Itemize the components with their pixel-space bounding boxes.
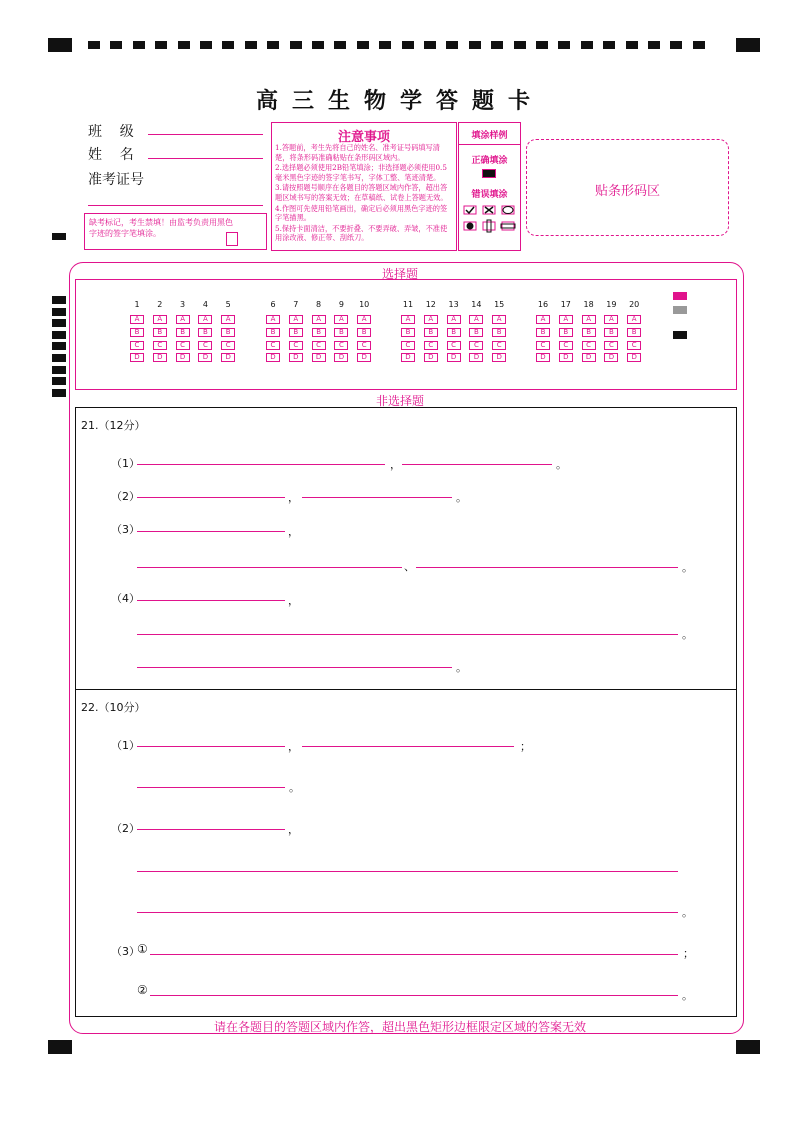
timing-mark	[379, 41, 391, 49]
answer-bubble-c[interactable]: C	[604, 341, 618, 350]
fill-sample-box	[458, 122, 521, 251]
corner-mark-top-right	[736, 38, 760, 52]
question-number: 6	[270, 300, 276, 309]
timing-mark	[536, 41, 548, 49]
answer-bubble-c[interactable]: C	[627, 341, 641, 350]
timing-mark	[648, 41, 660, 49]
class-field[interactable]	[148, 134, 263, 135]
comma: ，	[288, 740, 299, 753]
q22-part3-circle1: ①	[137, 942, 148, 956]
q21-part2-blank2[interactable]	[302, 497, 452, 498]
answer-bubble-b[interactable]: B	[424, 328, 438, 337]
q22-part1-label: （1）	[111, 739, 140, 752]
notice-item: 2.选择题必须使用2B铅笔填涂；非选择题必须使用0.5毫米黑色字迹的签字笔书写，字体工整、笔迹清楚。	[275, 163, 447, 182]
answer-bubble-b[interactable]: B	[627, 328, 641, 337]
answer-bubble-a[interactable]: A	[536, 315, 550, 324]
timing-mark	[110, 41, 122, 49]
q21-part4-blank1[interactable]	[137, 600, 285, 601]
timing-mark	[312, 41, 324, 49]
q22-part2-blank2[interactable]	[137, 871, 678, 872]
answer-bubble-d[interactable]: D	[334, 353, 348, 362]
answer-bubble-d[interactable]: D	[627, 353, 641, 362]
timing-mark	[558, 41, 570, 49]
timing-mark	[222, 41, 234, 49]
timing-mark	[670, 41, 682, 49]
answer-bubble-c[interactable]: C	[289, 341, 303, 350]
answer-bubble-d[interactable]: D	[198, 353, 212, 362]
question-number: 5	[225, 300, 231, 309]
timing-mark	[52, 377, 66, 385]
side-mark-left-upper	[52, 233, 66, 240]
semicolon: ；	[520, 740, 531, 753]
answer-bubble-a[interactable]: A	[424, 315, 438, 324]
timing-mark	[469, 41, 481, 49]
question-number: 1	[134, 300, 140, 309]
answer-bubble-a[interactable]: A	[176, 315, 190, 324]
answer-bubble-c[interactable]: C	[559, 341, 573, 350]
corner-mark-top-left	[48, 38, 72, 52]
answer-bubble-b[interactable]: B	[559, 328, 573, 337]
answer-bubble-b[interactable]: B	[289, 328, 303, 337]
timing-mark	[88, 41, 100, 49]
period: 。	[682, 989, 693, 1002]
question-number: 2	[157, 300, 163, 309]
q22-part3-blank2[interactable]	[150, 995, 678, 996]
wrong-sample-dot	[464, 222, 476, 230]
timing-mark	[245, 41, 257, 49]
answer-bubble-d[interactable]: D	[221, 353, 235, 362]
answer-bubble-b[interactable]: B	[357, 328, 371, 337]
answer-bubble-d[interactable]: D	[289, 353, 303, 362]
wrong-sample-check	[464, 206, 476, 214]
q21-part3-blank3[interactable]	[416, 567, 678, 568]
wrong-sample-line	[501, 222, 515, 230]
notice-title: 注意事项	[337, 130, 390, 145]
answer-bubble-b[interactable]: B	[130, 328, 144, 337]
absent-note-text: 缺考标记，考生禁填！由监考负责用黑色字迹的签字笔填涂。	[89, 218, 233, 238]
period: 。	[456, 661, 467, 674]
q21-part3-blank2[interactable]	[137, 567, 402, 568]
answer-bubble-b[interactable]: B	[582, 328, 596, 337]
answer-bubble-c[interactable]: C	[334, 341, 348, 350]
q21-part1-label: （1）	[111, 457, 140, 470]
question-number: 10	[359, 300, 370, 309]
answer-bubble-d[interactable]: D	[536, 353, 550, 362]
question-number: 17	[560, 300, 571, 309]
q21-part2-blank1[interactable]	[137, 497, 285, 498]
answer-bubble-d[interactable]: D	[582, 353, 596, 362]
semicolon: ；	[683, 947, 694, 960]
answer-bubble-c[interactable]: C	[130, 341, 144, 350]
timing-mark	[52, 342, 66, 350]
timing-mark	[290, 41, 302, 49]
answer-bubble-d[interactable]: D	[312, 353, 326, 362]
q22-part2-blank1[interactable]	[137, 829, 285, 830]
question-number: 9	[338, 300, 344, 309]
corner-mark-bottom-right	[736, 1040, 760, 1054]
name-label: 姓 名	[88, 147, 134, 163]
question-number: 7	[293, 300, 299, 309]
answer-bubble-a[interactable]: A	[198, 315, 212, 324]
choice-section-title: 选择题	[381, 267, 418, 281]
timing-mark	[491, 41, 503, 49]
answer-bubble-d[interactable]: D	[604, 353, 618, 362]
timing-mark	[357, 41, 369, 49]
wrong-sample-cross	[483, 206, 495, 214]
answer-bubble-d[interactable]: D	[424, 353, 438, 362]
q21-part4-blank2[interactable]	[137, 634, 678, 635]
q22-part3-label: （3）	[111, 945, 140, 958]
exam-id-label: 准考证号	[88, 172, 144, 188]
timing-mark	[603, 41, 615, 49]
class-label: 班 级	[88, 124, 134, 140]
q22-part2-blank3[interactable]	[137, 912, 678, 913]
question-number: 20	[629, 300, 640, 309]
answer-bubble-a[interactable]: A	[266, 315, 280, 324]
question-number: 18	[583, 300, 594, 309]
answer-bubble-c[interactable]: C	[221, 341, 235, 350]
q21-header: 21.（12分）	[81, 419, 146, 432]
wrong-fill-samples	[463, 205, 519, 235]
answer-bubble-a[interactable]: A	[221, 315, 235, 324]
answer-bubble-b[interactable]: B	[401, 328, 415, 337]
q22-part2-label: （2）	[111, 822, 140, 835]
answer-bubble-b[interactable]: B	[447, 328, 461, 337]
answer-bubble-c[interactable]: C	[492, 341, 506, 350]
answer-bubble-a[interactable]: A	[289, 315, 303, 324]
answer-bubble-a[interactable]: A	[447, 315, 461, 324]
q22-part3-blank1[interactable]	[150, 954, 678, 955]
timing-mark	[52, 366, 66, 374]
answer-bubble-c[interactable]: C	[198, 341, 212, 350]
answer-bubble-c[interactable]: C	[153, 341, 167, 350]
absent-note-box	[84, 213, 267, 250]
question-number: 15	[494, 300, 505, 309]
q21-part2-label: （2）	[111, 490, 140, 503]
answer-bubble-b[interactable]: B	[492, 328, 506, 337]
timing-mark	[402, 41, 414, 49]
barcode-label: 贴条形码区	[594, 184, 660, 199]
answer-bubble-d[interactable]: D	[401, 353, 415, 362]
timing-mark	[424, 41, 436, 49]
answer-bubble-c[interactable]: C	[582, 341, 596, 350]
answer-bubble-c[interactable]: C	[266, 341, 280, 350]
notice-list	[275, 143, 451, 243]
comma: ，	[390, 458, 401, 471]
question-number: 19	[606, 300, 617, 309]
non-choice-box	[75, 407, 737, 1017]
answer-bubble-d[interactable]: D	[447, 353, 461, 362]
answer-bubble-a[interactable]: A	[604, 315, 618, 324]
answer-bubble-c[interactable]: C	[401, 341, 415, 350]
answer-bubble-a[interactable]: A	[312, 315, 326, 324]
q21-part4-label: （4）	[111, 592, 140, 605]
answer-bubble-c[interactable]: C	[176, 341, 190, 350]
answer-bubble-d[interactable]: D	[357, 353, 371, 362]
exam-id-field[interactable]	[88, 205, 263, 206]
answer-bubble-a[interactable]: A	[559, 315, 573, 324]
fill-sample-title: 填涂样例	[471, 131, 508, 141]
footer-note: 请在各题目的答题区域内作答，超出黑色矩形边框限定区域的答案无效	[213, 1020, 586, 1034]
mark-swatch-gray	[673, 306, 687, 314]
period: 。	[682, 561, 693, 574]
q21-part3-label: （3）	[111, 523, 140, 536]
answer-bubble-c[interactable]: C	[312, 341, 326, 350]
timing-mark	[267, 41, 279, 49]
answer-bubble-a[interactable]: A	[469, 315, 483, 324]
answer-bubble-a[interactable]: A	[492, 315, 506, 324]
q21-part1-blank1[interactable]	[137, 464, 385, 465]
name-field[interactable]	[148, 158, 263, 159]
q22-header: 22.（10分）	[81, 701, 146, 714]
answer-bubble-c[interactable]: C	[424, 341, 438, 350]
correct-fill-label: 正确填涂	[471, 156, 508, 166]
period: 。	[682, 628, 693, 641]
question-number: 11	[402, 300, 414, 309]
non-choice-section-title: 非选择题	[375, 394, 424, 408]
page-title: 高三生物学答题卡	[255, 89, 544, 114]
comma: ，	[288, 491, 299, 504]
answer-bubble-a[interactable]: A	[401, 315, 415, 324]
question-number: 12	[425, 300, 436, 309]
timing-mark	[178, 41, 190, 49]
barcode-area	[526, 139, 729, 236]
answer-bubble-b[interactable]: B	[334, 328, 348, 337]
q21-part1-blank2[interactable]	[402, 464, 552, 465]
correct-fill-sample	[482, 169, 496, 178]
answer-bubble-d[interactable]: D	[266, 353, 280, 362]
question-number: 14	[471, 300, 482, 309]
answer-bubble-d[interactable]: D	[492, 353, 506, 362]
dunhao: 、	[404, 560, 415, 573]
notice-item: 4.作图可先使用铅笔画出，确定后必须用黑色字迹的签字笔描黑。	[275, 203, 448, 223]
timing-mark	[52, 331, 66, 339]
comma: ，	[288, 823, 299, 836]
notice-box	[271, 122, 457, 251]
question-number: 8	[316, 300, 322, 309]
notice-item: 3.请按照题号顺序在各题目的答题区域内作答，超出答题区域书写的答案无效；在草稿纸、试卷上答题无效。	[275, 183, 448, 202]
timing-mark	[514, 41, 526, 49]
timing-mark	[200, 41, 212, 49]
answer-bubble-b[interactable]: B	[266, 328, 280, 337]
answer-bubble-c[interactable]: C	[447, 341, 461, 350]
timing-mark	[52, 319, 66, 327]
period: 。	[556, 458, 567, 471]
answer-bubble-a[interactable]: A	[334, 315, 348, 324]
timing-mark	[446, 41, 458, 49]
answer-bubble-b[interactable]: B	[198, 328, 212, 337]
answer-bubble-a[interactable]: A	[357, 315, 371, 324]
question-number: 4	[202, 300, 208, 309]
question-number: 3	[180, 300, 186, 309]
timing-mark	[52, 354, 66, 362]
period: 。	[289, 781, 300, 794]
answer-bubble-b[interactable]: B	[153, 328, 167, 337]
answer-bubble-a[interactable]: A	[627, 315, 641, 324]
answer-bubble-b[interactable]: B	[176, 328, 190, 337]
timing-mark	[52, 296, 66, 304]
q21-part4-blank3[interactable]	[137, 667, 452, 668]
notice-item: 1.答题前，考生先将自己的姓名、准考证号码填写清楚，将条形码准确粘贴在条形码区域内。	[275, 143, 440, 162]
answer-bubble-d[interactable]: D	[469, 353, 483, 362]
absent-checkbox[interactable]	[226, 232, 238, 246]
q-divider	[75, 689, 737, 690]
mark-swatch-magenta	[673, 292, 687, 300]
answer-bubble-b[interactable]: B	[469, 328, 483, 337]
answer-bubble-a[interactable]: A	[582, 315, 596, 324]
wrong-sample-partial	[483, 220, 495, 232]
q22-part1-blank3[interactable]	[137, 787, 285, 788]
answer-bubble-d[interactable]: D	[176, 353, 190, 362]
q21-part3-blank1[interactable]	[137, 531, 285, 532]
answer-bubble-c[interactable]: C	[536, 341, 550, 350]
comma: ，	[288, 525, 299, 538]
wrong-fill-label: 错误填涂	[471, 190, 508, 200]
q22-part1-blank2[interactable]	[302, 746, 514, 747]
answer-bubble-b[interactable]: B	[536, 328, 550, 337]
comma: ，	[288, 594, 299, 607]
answer-bubble-a[interactable]: A	[130, 315, 144, 324]
question-number: 16	[537, 300, 549, 309]
timing-mark	[626, 41, 638, 49]
answer-bubble-c[interactable]: C	[469, 341, 483, 350]
question-number: 13	[448, 300, 459, 309]
answer-bubble-d[interactable]: D	[559, 353, 573, 362]
q22-part3-circle2: ②	[137, 983, 148, 997]
answer-bubble-c[interactable]: C	[357, 341, 371, 350]
timing-mark	[133, 41, 145, 49]
timing-mark	[155, 41, 167, 49]
period: 。	[682, 906, 693, 919]
notice-item: 5.保持卡面清洁，不要折叠、不要弄破、弄皱，不准使用涂改液、修正带、刮纸刀。	[275, 223, 448, 243]
answer-bubble-d[interactable]: D	[153, 353, 167, 362]
timing-mark	[52, 308, 66, 316]
fill-sample-divider	[459, 144, 520, 145]
q22-part1-blank1[interactable]	[137, 746, 285, 747]
answer-bubble-d[interactable]: D	[130, 353, 144, 362]
timing-mark	[581, 41, 593, 49]
wrong-sample-circle	[502, 206, 514, 214]
period: 。	[456, 491, 467, 504]
corner-mark-bottom-left	[48, 1040, 72, 1054]
answer-bubble-a[interactable]: A	[153, 315, 167, 324]
mark-swatch-black	[673, 331, 687, 339]
timing-mark	[693, 41, 705, 49]
answer-bubble-b[interactable]: B	[604, 328, 618, 337]
answer-bubble-b[interactable]: B	[312, 328, 326, 337]
answer-bubble-b[interactable]: B	[221, 328, 235, 337]
timing-mark	[334, 41, 346, 49]
